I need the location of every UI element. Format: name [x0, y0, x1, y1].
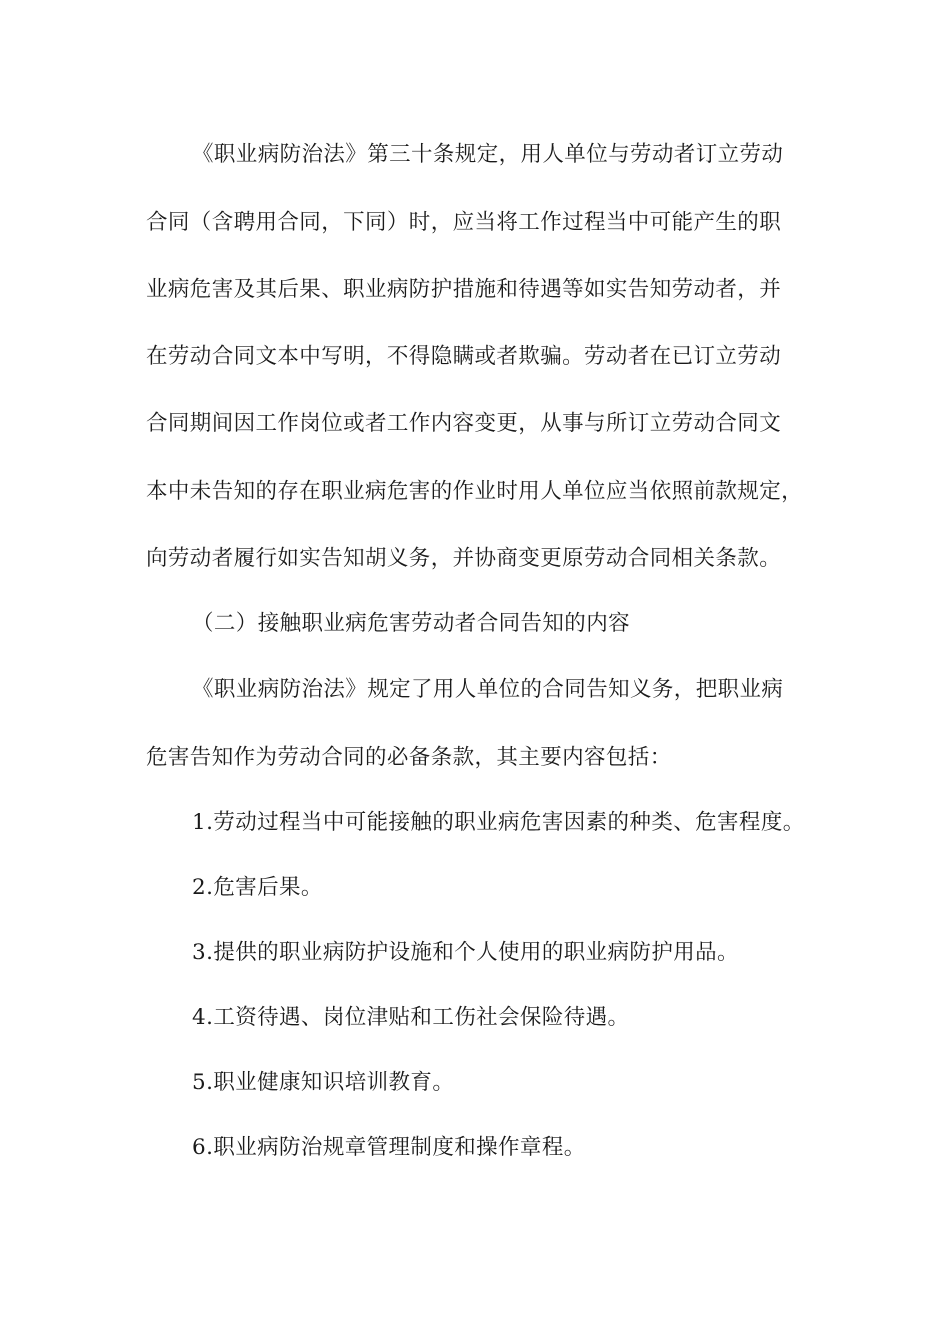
list-item-6: 6.职业病防治规章管理制度和操作章程。	[192, 1135, 586, 1160]
paragraph-1-line-5: 合同期间因工作岗位或者工作内容变更，从事与所订立劳动合同文	[146, 411, 782, 436]
paragraph-1-line-7: 向劳动者履行如实告知胡义务，并协商变更原劳动合同相关条款。	[146, 546, 782, 571]
list-item-1: 1.劳动过程当中可能接触的职业病危害因素的种类、危害程度。	[192, 810, 805, 835]
paragraph-1-line-1: 《职业病防治法》第三十条规定，用人单位与劳动者订立劳动	[192, 142, 784, 167]
paragraph-1-line-4: 在劳动合同文本中写明，不得隐瞒或者欺骗。劳动者在已订立劳动	[146, 344, 782, 369]
list-item-5: 5.职业健康知识培训教育。	[192, 1070, 455, 1095]
paragraph-1-line-6: 本中未告知的存在职业病危害的作业时用人单位应当依照前款规定，	[146, 479, 804, 504]
list-item-2: 2.危害后果。	[192, 875, 323, 900]
paragraph-2-line-2: 危害告知作为劳动合同的必备条款，其主要内容包括：	[146, 745, 672, 770]
list-item-3: 3.提供的职业病防护设施和个人使用的职业病防护用品。	[192, 940, 739, 965]
paragraph-1-line-3: 业病危害及其后果、职业病防护措施和待遇等如实告知劳动者，并	[146, 277, 782, 302]
section-heading: （二）接触职业病危害劳动者合同告知的内容	[192, 611, 631, 636]
list-item-4: 4.工资待遇、岗位津贴和工伤社会保险待遇。	[192, 1005, 630, 1030]
paragraph-2-line-1: 《职业病防治法》规定了用人单位的合同告知义务，把职业病	[192, 677, 784, 702]
paragraph-1-line-2: 合同（含聘用合同，下同）时，应当将工作过程当中可能产生的职	[146, 210, 782, 235]
